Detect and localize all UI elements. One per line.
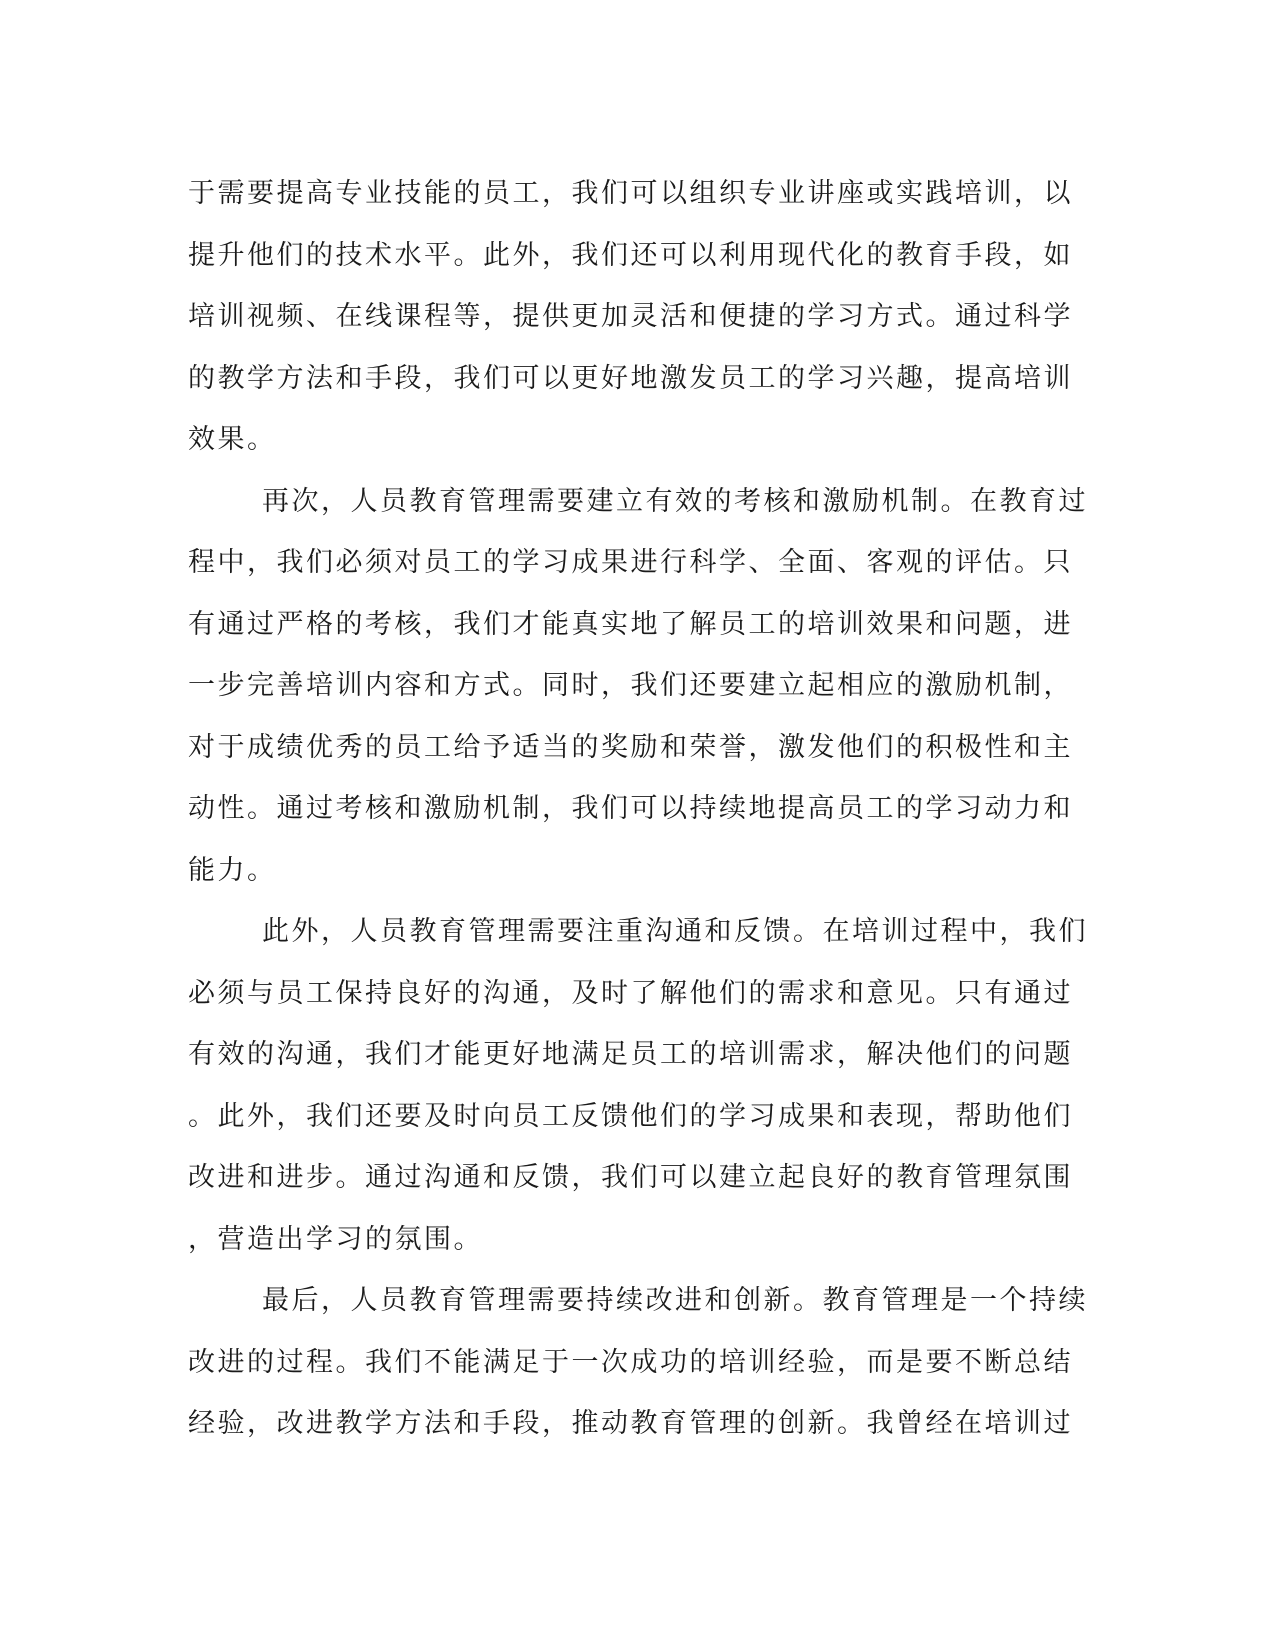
paragraph-2-line-4: 一步完善培训内容和方式。同时，我们还要建立起相应的激励机制， xyxy=(188,670,1073,701)
paragraph-2-line-5: 对于成绩优秀的员工给予适当的奖励和荣誉，激发他们的积极性和主 xyxy=(188,731,1073,763)
paragraph-1-line-1: 于需要提高专业技能的员工，我们可以组织专业讲座或实践培训，以 xyxy=(188,178,1073,209)
paragraph-1-line-2: 提升他们的技术水平。此外，我们还可以利用现代化的教育手段，如 xyxy=(188,239,1073,271)
paragraph-2-line-1: 再次，人员教育管理需要建立有效的考核和激励机制。在教育过 xyxy=(262,485,1088,517)
paragraph-3-line-4: 。此外，我们还要及时向员工反馈他们的学习成果和表现，帮助他们 xyxy=(188,1100,1073,1132)
paragraph-2-line-2: 程中，我们必须对员工的学习成果进行科学、全面、客观的评估。只 xyxy=(188,547,1073,578)
document-body xyxy=(188,163,1088,1455)
paragraph-3-line-1: 此外，人员教育管理需要注重沟通和反馈。在培训过程中，我们 xyxy=(262,916,1088,947)
paragraph-3-line-6: ，营造出学习的氛围。 xyxy=(188,1223,483,1255)
paragraph-3-line-2: 必须与员工保持良好的沟通，及时了解他们的需求和意见。只有通过 xyxy=(188,977,1073,1009)
paragraph-2-line-7: 能力。 xyxy=(188,854,277,886)
paragraph-2-line-3: 有通过严格的考核，我们才能真实地了解员工的培训效果和问题，进 xyxy=(188,608,1073,640)
paragraph-1-line-4: 的教学方法和手段，我们可以更好地激发员工的学习兴趣，提高培训 xyxy=(188,362,1073,394)
paragraph-3-line-3: 有效的沟通，我们才能更好地满足员工的培训需求，解决他们的问题 xyxy=(188,1039,1073,1070)
paragraph-4-line-2: 改进的过程。我们不能满足于一次成功的培训经验，而是要不断总结 xyxy=(188,1346,1073,1378)
paragraph-4-line-3: 经验，改进教学方法和手段，推动教育管理的创新。我曾经在培训过 xyxy=(188,1408,1073,1439)
paragraph-3-line-5: 改进和进步。通过沟通和反馈，我们可以建立起良好的教育管理氛围 xyxy=(188,1162,1073,1193)
paragraph-2-line-6: 动性。通过考核和激励机制，我们可以持续地提高员工的学习动力和 xyxy=(188,793,1073,824)
paragraph-1-line-3: 培训视频、在线课程等，提供更加灵活和便捷的学习方式。通过科学 xyxy=(188,301,1073,332)
paragraph-1-line-5: 效果。 xyxy=(188,424,277,455)
paragraph-4-line-1: 最后，人员教育管理需要持续改进和创新。教育管理是一个持续 xyxy=(262,1285,1088,1316)
